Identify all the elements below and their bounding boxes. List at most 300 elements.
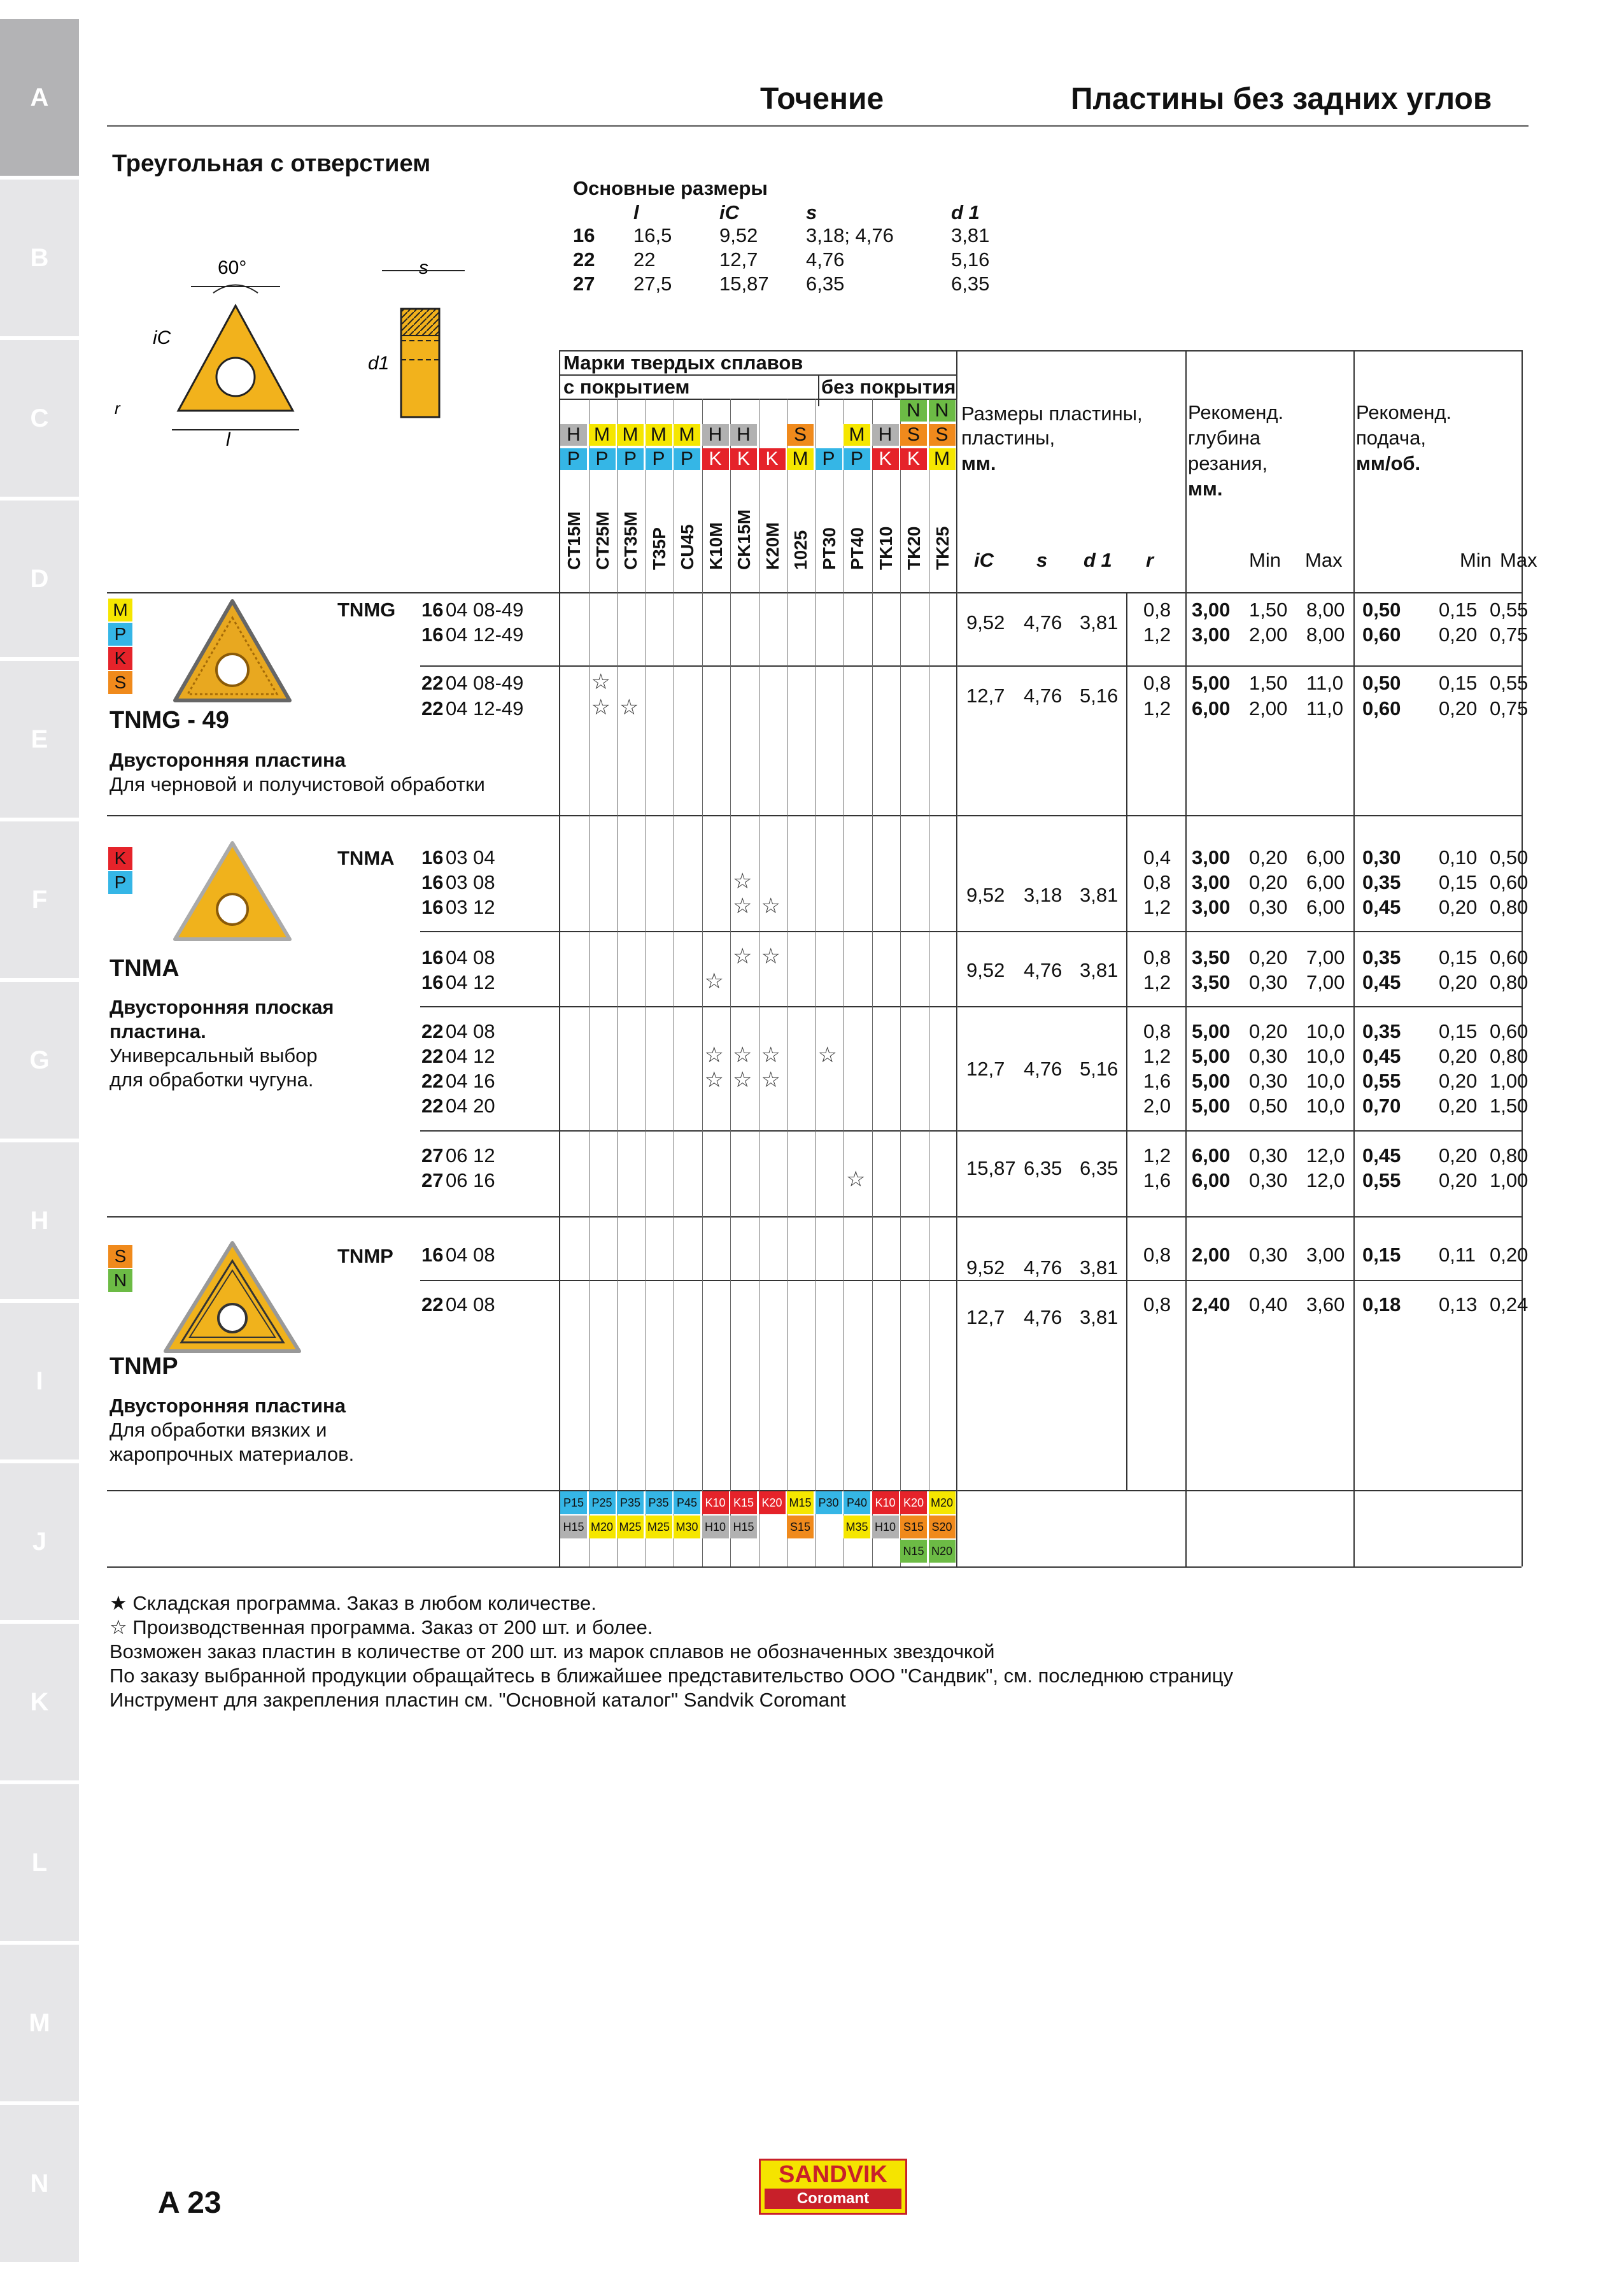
logo-sub: Coromant bbox=[765, 2189, 901, 2209]
tnmg-desc1: Двусторонняя пластина bbox=[109, 749, 346, 771]
grade-col-divider bbox=[589, 399, 590, 1566]
iso-group-badge: N bbox=[108, 1269, 132, 1292]
depth-recommended: 2,00 bbox=[1192, 1244, 1231, 1266]
grade-name: TK10 bbox=[875, 526, 896, 570]
depth-min-value: 0,30 bbox=[1249, 1070, 1288, 1092]
outline-star-icon: ☆ bbox=[817, 1043, 837, 1067]
depth-recommended: 3,00 bbox=[1192, 599, 1231, 621]
feed-recommended: 0,45 bbox=[1362, 1045, 1401, 1067]
feed-min: Min bbox=[1460, 549, 1492, 571]
feed-min-value: 0,15 bbox=[1439, 599, 1478, 621]
feed-min-value: 0,15 bbox=[1439, 946, 1478, 969]
size-d1: 5,16 bbox=[1080, 1058, 1119, 1080]
iso-code-badge: N20 bbox=[929, 1540, 956, 1563]
dim-col-l: l bbox=[633, 201, 639, 224]
size-d1: 3,81 bbox=[1080, 884, 1119, 906]
feed-recommended: 0,15 bbox=[1362, 1244, 1401, 1266]
iso-code-badge: M30 bbox=[674, 1516, 700, 1538]
corner-radius: 1,2 bbox=[1143, 971, 1171, 993]
size-d1: 3,81 bbox=[1080, 611, 1119, 634]
feed-recommended: 0,30 bbox=[1362, 846, 1401, 869]
depth-max-value: 12,0 bbox=[1306, 1144, 1345, 1167]
tab-n[interactable]: N bbox=[0, 2105, 79, 2262]
iso-code-badge: K10 bbox=[872, 1491, 899, 1514]
insert-code: 04 08-49 bbox=[446, 599, 524, 621]
insert-code-size: 16 bbox=[421, 871, 444, 893]
tnmp-code: TNMP bbox=[337, 1245, 393, 1267]
insert-code: 04 12-49 bbox=[446, 697, 524, 720]
dim-ic: 15,87 bbox=[719, 273, 769, 295]
iso-code-badge: P15 bbox=[560, 1491, 587, 1514]
note-stock: ★ Складская программа. Заказ в любом количестве. bbox=[109, 1592, 597, 1614]
dim-l: 27,5 bbox=[633, 273, 672, 295]
col-ic: iC bbox=[974, 549, 994, 571]
feed-max-value: 1,00 bbox=[1490, 1169, 1529, 1191]
depth-recommended: 6,00 bbox=[1192, 697, 1231, 720]
outline-star-icon: ☆ bbox=[704, 1068, 724, 1092]
dimensions-title: Основные размеры bbox=[573, 177, 768, 199]
grade-name: CT35M bbox=[621, 511, 640, 570]
tab-a[interactable]: A bbox=[0, 19, 79, 176]
iso-code-badge: M15 bbox=[787, 1491, 814, 1514]
uncoated-header: без покрытия bbox=[821, 376, 956, 398]
depth-max-value: 8,00 bbox=[1306, 599, 1345, 621]
dim-col-s: s bbox=[806, 201, 817, 224]
sizes-unit: мм. bbox=[961, 452, 996, 474]
tab-k[interactable]: K bbox=[0, 1624, 79, 1780]
feed-max-value: 0,75 bbox=[1490, 697, 1529, 720]
depth-max-value: 6,00 bbox=[1306, 896, 1345, 918]
dim-s: 4,76 bbox=[806, 248, 845, 271]
insert-code-size: 22 bbox=[421, 1293, 444, 1316]
tab-e[interactable]: E bbox=[0, 661, 79, 818]
depth-header-3: резания, bbox=[1188, 452, 1268, 474]
iso-group-badge: K bbox=[108, 647, 132, 670]
feed-recommended: 0,50 bbox=[1362, 599, 1401, 621]
svg-text:60°: 60° bbox=[218, 257, 247, 278]
tnmp-desc3: жаропрочных материалов. bbox=[109, 1443, 355, 1465]
feed-min-value: 0,15 bbox=[1439, 672, 1478, 694]
iso-top-badge: S bbox=[900, 424, 927, 446]
depth-min-value: 0,20 bbox=[1249, 871, 1288, 893]
insert-code: 04 12-49 bbox=[446, 623, 524, 646]
grades-header: Марки твердых сплавов bbox=[563, 351, 803, 374]
iso-top-badge: M bbox=[617, 424, 644, 446]
note-order: Возможен заказ пластин в количестве от 200 шт. из марок сплавов не обозначенных звездочкой bbox=[109, 1640, 995, 1663]
size-s: 4,76 bbox=[1024, 685, 1063, 707]
iso-code-badge: P35 bbox=[646, 1491, 672, 1514]
depth-min-value: 0,50 bbox=[1249, 1095, 1288, 1117]
iso-bottom-badge: K bbox=[702, 448, 729, 470]
depth-min-value: 0,30 bbox=[1249, 1045, 1288, 1067]
feed-recommended: 0,70 bbox=[1362, 1095, 1401, 1117]
feed-recommended: 0,35 bbox=[1362, 1020, 1401, 1042]
iso-code-badge: M25 bbox=[617, 1516, 644, 1538]
iso-code-badge: K20 bbox=[759, 1491, 786, 1514]
iso-bottom-badge: K bbox=[759, 448, 786, 470]
iso-code-badge: H15 bbox=[560, 1516, 587, 1538]
size-s: 4,76 bbox=[1024, 1256, 1063, 1279]
iso-group-badge: P bbox=[108, 623, 132, 646]
tnmg-insert-image bbox=[162, 592, 302, 720]
depth-recommended: 5,00 bbox=[1192, 672, 1231, 694]
tab-m[interactable]: M bbox=[0, 1945, 79, 2101]
depth-header-2: глубина bbox=[1188, 427, 1260, 449]
dim-s: 3,18; 4,76 bbox=[806, 224, 894, 246]
dim-code: 27 bbox=[573, 273, 595, 295]
feed-recommended: 0,55 bbox=[1362, 1169, 1401, 1191]
outline-star-icon: ☆ bbox=[704, 969, 724, 993]
insert-code-size: 27 bbox=[421, 1144, 444, 1167]
svg-text:iC: iC bbox=[153, 327, 171, 348]
depth-recommended: 3,00 bbox=[1192, 846, 1231, 869]
feed-min-value: 0,20 bbox=[1439, 1169, 1478, 1191]
dim-l: 16,5 bbox=[633, 224, 672, 246]
feed-recommended: 0,55 bbox=[1362, 1070, 1401, 1092]
iso-top-badge: M bbox=[589, 424, 616, 446]
sizes-header: Размеры пластины, bbox=[961, 402, 1143, 425]
outline-star-icon: ☆ bbox=[733, 1068, 752, 1092]
tab-h[interactable]: H bbox=[0, 1142, 79, 1299]
iso-group-badge: S bbox=[108, 671, 132, 694]
iso-bottom-badge: K bbox=[900, 448, 927, 470]
iso-group-badge: P bbox=[108, 871, 132, 894]
insert-code: 03 04 bbox=[446, 846, 495, 869]
section-tabs bbox=[0, 0, 79, 2279]
corner-radius: 1,6 bbox=[1143, 1169, 1171, 1191]
depth-max-value: 3,00 bbox=[1306, 1244, 1345, 1266]
depth-recommended: 3,00 bbox=[1192, 623, 1231, 646]
grade-name: TK25 bbox=[932, 526, 952, 570]
tab-j[interactable]: J bbox=[0, 1463, 79, 1620]
grade-name: T35P bbox=[649, 527, 669, 570]
outline-star-icon: ☆ bbox=[761, 944, 780, 969]
outline-star-icon: ☆ bbox=[846, 1167, 866, 1191]
corner-radius: 1,2 bbox=[1143, 697, 1171, 720]
depth-max-value: 10,0 bbox=[1306, 1070, 1345, 1092]
depth-recommended: 5,00 bbox=[1192, 1070, 1231, 1092]
feed-max-value: 0,80 bbox=[1490, 971, 1529, 993]
grade-col-divider bbox=[617, 399, 618, 1566]
feed-recommended: 0,60 bbox=[1362, 697, 1401, 720]
dim-code: 16 bbox=[573, 224, 595, 246]
feed-recommended: 0,45 bbox=[1362, 971, 1401, 993]
depth-recommended: 5,00 bbox=[1192, 1095, 1231, 1117]
feed-max-value: 0,55 bbox=[1490, 672, 1529, 694]
insert-code: 04 08 bbox=[446, 1020, 495, 1042]
corner-radius: 1,2 bbox=[1143, 1045, 1171, 1067]
iso-bottom-badge: P bbox=[560, 448, 587, 470]
insert-code-size: 16 bbox=[421, 971, 444, 993]
insert-code: 03 12 bbox=[446, 896, 495, 918]
iso-code-badge: M20 bbox=[589, 1516, 616, 1538]
grade-col-divider bbox=[730, 399, 731, 1566]
feed-max-value: 0,60 bbox=[1490, 871, 1529, 893]
size-d1: 3,81 bbox=[1080, 1306, 1119, 1328]
iso-top-badge: S bbox=[929, 424, 956, 446]
sizes-header-2: пластины, bbox=[961, 427, 1056, 449]
iso-bottom-badge: P bbox=[589, 448, 616, 470]
corner-radius: 1,2 bbox=[1143, 623, 1171, 646]
feed-max-value: 0,24 bbox=[1490, 1293, 1529, 1316]
page-title: Пластины без задних углов bbox=[1071, 82, 1492, 116]
corner-radius: 0,8 bbox=[1143, 946, 1171, 969]
tnmp-insert-image bbox=[153, 1235, 312, 1363]
dim-d1: 6,35 bbox=[951, 273, 990, 295]
iso-n-badge: N bbox=[900, 400, 927, 422]
depth-recommended: 2,40 bbox=[1192, 1293, 1231, 1316]
dim-s: 6,35 bbox=[806, 273, 845, 295]
sandvik-logo bbox=[759, 2159, 907, 2215]
size-s: 4,76 bbox=[1024, 1058, 1063, 1080]
insert-code: 04 08 bbox=[446, 1244, 495, 1266]
dim-ic: 12,7 bbox=[719, 248, 758, 271]
insert-code-size: 22 bbox=[421, 1070, 444, 1092]
tnma-desc1b: пластина. bbox=[109, 1020, 206, 1042]
tnmp-title: TNMP bbox=[109, 1353, 178, 1380]
tab-f[interactable]: F bbox=[0, 821, 79, 978]
outline-star-icon: ☆ bbox=[761, 1043, 780, 1067]
size-d1: 5,16 bbox=[1080, 685, 1119, 707]
corner-radius: 0,8 bbox=[1143, 599, 1171, 621]
feed-min-value: 0,11 bbox=[1439, 1244, 1476, 1266]
dim-code: 22 bbox=[573, 248, 595, 271]
tnmg-desc2: Для черновой и получистовой обработки bbox=[109, 773, 485, 795]
svg-text:d1: d1 bbox=[368, 353, 390, 374]
grade-name: CT15M bbox=[564, 511, 584, 570]
depth-min-value: 0,30 bbox=[1249, 1144, 1288, 1167]
feed-recommended: 0,35 bbox=[1362, 871, 1401, 893]
iso-code-badge: P40 bbox=[844, 1491, 870, 1514]
iso-top-badge: H bbox=[702, 424, 729, 446]
insert-code: 04 16 bbox=[446, 1070, 495, 1092]
depth-min-value: 0,20 bbox=[1249, 946, 1288, 969]
outline-star-icon: ☆ bbox=[591, 695, 611, 720]
depth-max: Max bbox=[1305, 549, 1343, 571]
header-rule bbox=[107, 125, 1529, 127]
col-d1: d 1 bbox=[1084, 549, 1112, 571]
iso-bottom-badge: P bbox=[844, 448, 870, 470]
iso-code-badge: H15 bbox=[730, 1516, 757, 1538]
outline-star-icon: ☆ bbox=[761, 1068, 780, 1092]
col-r: r bbox=[1146, 549, 1154, 571]
depth-min-value: 0,20 bbox=[1249, 1020, 1288, 1042]
iso-bottom-badge: K bbox=[730, 448, 757, 470]
section-title: Точение bbox=[760, 82, 884, 116]
grade-name: 1025 bbox=[791, 530, 810, 570]
feed-header-1: Рекоменд. bbox=[1356, 401, 1452, 423]
insert-code: 04 12 bbox=[446, 971, 495, 993]
depth-max-value: 6,00 bbox=[1306, 871, 1345, 893]
outline-star-icon: ☆ bbox=[733, 894, 752, 918]
tnma-desc1: Двусторонняя плоская bbox=[109, 996, 334, 1018]
depth-recommended: 3,00 bbox=[1192, 871, 1231, 893]
depth-min-value: 2,00 bbox=[1249, 697, 1288, 720]
size-ic: 12,7 bbox=[966, 1306, 1005, 1328]
filled-star-icon: ★ bbox=[109, 1592, 127, 1614]
feed-min-value: 0,20 bbox=[1439, 971, 1478, 993]
corner-radius: 0,8 bbox=[1143, 1020, 1171, 1042]
tab-l[interactable]: L bbox=[0, 1784, 79, 1941]
iso-code-badge: N15 bbox=[900, 1540, 927, 1563]
depth-min-value: 0,40 bbox=[1249, 1293, 1288, 1316]
feed-header-2: подача, bbox=[1356, 427, 1426, 449]
feed-recommended: 0,18 bbox=[1362, 1293, 1401, 1316]
depth-min: Min bbox=[1249, 549, 1281, 571]
tnma-desc3: для обработки чугуна. bbox=[109, 1069, 314, 1091]
tab-i[interactable]: I bbox=[0, 1303, 79, 1459]
iso-group-badge: S bbox=[108, 1245, 132, 1268]
depth-min-value: 0,30 bbox=[1249, 1169, 1288, 1191]
iso-code-badge: M25 bbox=[646, 1516, 672, 1538]
iso-code-badge: H10 bbox=[702, 1516, 729, 1538]
iso-top-badge: M bbox=[844, 424, 870, 446]
size-s: 4,76 bbox=[1024, 1306, 1063, 1328]
feed-max-value: 0,80 bbox=[1490, 1144, 1529, 1167]
corner-radius: 2,0 bbox=[1143, 1095, 1171, 1117]
depth-min-value: 0,20 bbox=[1249, 846, 1288, 869]
iso-code-badge: M20 bbox=[929, 1491, 956, 1514]
outline-star-icon: ☆ bbox=[591, 670, 611, 694]
depth-recommended: 3,50 bbox=[1192, 946, 1231, 969]
dim-col-d1: d 1 bbox=[951, 201, 980, 224]
feed-max-value: 0,55 bbox=[1490, 599, 1529, 621]
size-ic: 9,52 bbox=[966, 959, 1005, 981]
note-production: ☆ Производственная программа. Заказ от 200 шт. и более. bbox=[109, 1616, 653, 1638]
iso-code-badge: H10 bbox=[872, 1516, 899, 1538]
depth-max-value: 3,60 bbox=[1306, 1293, 1345, 1316]
outline-star-icon: ☆ bbox=[733, 869, 752, 893]
iso-code-badge: S15 bbox=[900, 1516, 927, 1538]
insert-code-size: 27 bbox=[421, 1169, 444, 1191]
size-ic: 12,7 bbox=[966, 685, 1005, 707]
feed-min-value: 0,20 bbox=[1439, 896, 1478, 918]
depth-max-value: 7,00 bbox=[1306, 971, 1345, 993]
insert-code: 03 08 bbox=[446, 871, 495, 893]
depth-recommended: 6,00 bbox=[1192, 1169, 1231, 1191]
size-ic: 12,7 bbox=[966, 1058, 1005, 1080]
iso-bottom-badge: M bbox=[787, 448, 814, 470]
feed-min-value: 0,20 bbox=[1439, 1144, 1478, 1167]
dim-d1: 5,16 bbox=[951, 248, 990, 271]
dim-col-ic: iC bbox=[719, 201, 739, 224]
size-s: 4,76 bbox=[1024, 611, 1063, 634]
grade-name: PT30 bbox=[819, 527, 839, 570]
product-title: Треугольная с отверстием bbox=[112, 150, 431, 177]
iso-code-badge: P45 bbox=[674, 1491, 700, 1514]
size-d1: 3,81 bbox=[1080, 1256, 1119, 1279]
iso-group-badge: K bbox=[108, 847, 132, 870]
grade-name: CK15M bbox=[734, 509, 754, 570]
depth-min-value: 1,50 bbox=[1249, 672, 1288, 694]
corner-radius: 1,2 bbox=[1143, 1144, 1171, 1167]
feed-min-value: 0,20 bbox=[1439, 1095, 1478, 1117]
iso-code-badge: K20 bbox=[900, 1491, 927, 1514]
depth-max-value: 10,0 bbox=[1306, 1020, 1345, 1042]
insert-code: 06 12 bbox=[446, 1144, 495, 1167]
tab-b[interactable]: B bbox=[0, 180, 79, 336]
size-ic: 9,52 bbox=[966, 611, 1005, 634]
depth-max-value: 8,00 bbox=[1306, 623, 1345, 646]
feed-recommended: 0,45 bbox=[1362, 1144, 1401, 1167]
feed-recommended: 0,60 bbox=[1362, 623, 1401, 646]
insert-code-size: 16 bbox=[421, 946, 444, 969]
dim-d1: 3,81 bbox=[951, 224, 990, 246]
tnma-title: TNMA bbox=[109, 955, 180, 982]
tab-d[interactable]: D bbox=[0, 501, 79, 657]
feed-max: Max bbox=[1500, 549, 1537, 571]
grade-name: CU45 bbox=[677, 524, 697, 570]
feed-max-value: 1,00 bbox=[1490, 1070, 1529, 1092]
grade-col-divider bbox=[900, 399, 901, 1566]
tnmg-title: TNMG - 49 bbox=[109, 707, 229, 734]
depth-recommended: 3,50 bbox=[1192, 971, 1231, 993]
insert-code-size: 22 bbox=[421, 1020, 444, 1042]
dim-l: 22 bbox=[633, 248, 656, 271]
svg-text:l: l bbox=[226, 429, 230, 450]
feed-recommended: 0,35 bbox=[1362, 946, 1401, 969]
iso-top-badge: H bbox=[560, 424, 587, 446]
grade-name: TK20 bbox=[904, 526, 924, 570]
insert-drawing bbox=[108, 242, 490, 452]
feed-min-value: 0,20 bbox=[1439, 1045, 1478, 1067]
size-d1: 3,81 bbox=[1080, 959, 1119, 981]
depth-header-1: Рекоменд. bbox=[1188, 401, 1284, 423]
tab-c[interactable]: C bbox=[0, 340, 79, 497]
depth-min-value: 0,30 bbox=[1249, 896, 1288, 918]
iso-bottom-badge: P bbox=[816, 448, 842, 470]
note-contact: По заказу выбранной продукции обращайтесь в ближайшее представительство ООО "Сандвик", см. последнюю страницу bbox=[109, 1665, 1233, 1687]
iso-code-badge: P35 bbox=[617, 1491, 644, 1514]
tab-g[interactable]: G bbox=[0, 982, 79, 1139]
depth-min-value: 0,30 bbox=[1249, 1244, 1288, 1266]
depth-max-value: 11,0 bbox=[1306, 672, 1344, 694]
feed-min-value: 0,13 bbox=[1439, 1293, 1478, 1316]
iso-bottom-badge: P bbox=[646, 448, 672, 470]
corner-radius: 0,8 bbox=[1143, 672, 1171, 694]
iso-bottom-badge: M bbox=[929, 448, 956, 470]
iso-code-badge: P30 bbox=[816, 1491, 842, 1514]
tnma-insert-image bbox=[162, 834, 302, 949]
insert-code-size: 16 bbox=[421, 846, 444, 869]
dim-ic: 9,52 bbox=[719, 224, 758, 246]
iso-code-badge: S20 bbox=[929, 1516, 956, 1538]
feed-min-value: 0,20 bbox=[1439, 623, 1478, 646]
feed-max-value: 0,75 bbox=[1490, 623, 1529, 646]
depth-min-value: 1,50 bbox=[1249, 599, 1288, 621]
depth-header-4: мм. bbox=[1188, 478, 1223, 500]
insert-code: 04 08 bbox=[446, 946, 495, 969]
feed-max-value: 0,80 bbox=[1490, 896, 1529, 918]
insert-code-size: 22 bbox=[421, 1095, 444, 1117]
feed-min-value: 0,10 bbox=[1439, 846, 1478, 869]
depth-min-value: 2,00 bbox=[1249, 623, 1288, 646]
feed-min-value: 0,15 bbox=[1439, 871, 1478, 893]
feed-max-value: 0,50 bbox=[1490, 846, 1529, 869]
depth-max-value: 6,00 bbox=[1306, 846, 1345, 869]
feed-max-value: 0,60 bbox=[1490, 1020, 1529, 1042]
size-ic: 9,52 bbox=[966, 884, 1005, 906]
iso-n-badge: N bbox=[929, 400, 956, 422]
size-s: 4,76 bbox=[1024, 959, 1063, 981]
feed-recommended: 0,50 bbox=[1362, 672, 1401, 694]
feed-max-value: 1,50 bbox=[1490, 1095, 1529, 1117]
grade-name: K20M bbox=[762, 522, 782, 570]
depth-recommended: 6,00 bbox=[1192, 1144, 1231, 1167]
depth-recommended: 5,00 bbox=[1192, 1045, 1231, 1067]
iso-code-badge: M35 bbox=[844, 1516, 870, 1538]
insert-code-size: 16 bbox=[421, 896, 444, 918]
